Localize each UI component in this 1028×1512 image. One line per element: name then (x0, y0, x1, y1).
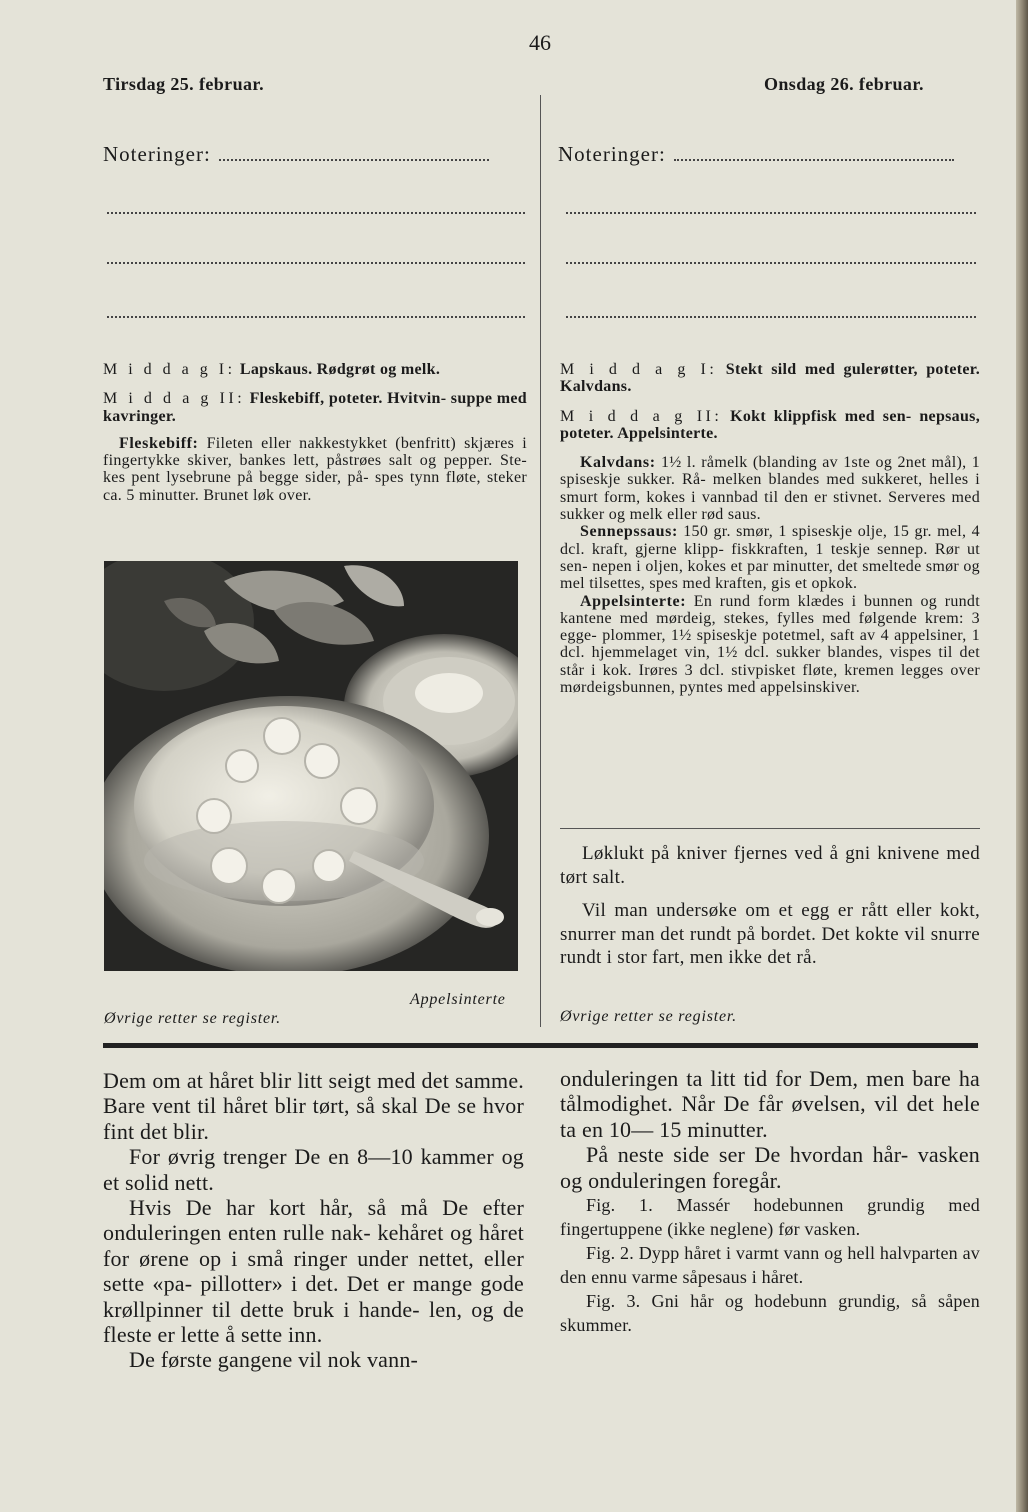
left-middag1-text: Lapskaus. Rødgrøt og melk. (239, 361, 441, 378)
right-recipes (560, 361, 980, 696)
right-footer: Øvrige retter se register. (560, 1008, 737, 1025)
page-edge (1016, 0, 1028, 1512)
page-number: 46 (529, 30, 551, 55)
right-notes (558, 142, 954, 167)
section-rule (103, 1043, 978, 1048)
column-divider (540, 95, 541, 1027)
right-notes-dots (674, 145, 954, 161)
sennepssaus-label: Sennepssaus: (580, 523, 678, 541)
sennepssaus-text: 150 gr. smør, 1 spiseskje olje, 15 gr. mel, 4 dcl. kraft, gjerne klipp- fiskkraften, 1 teskje sennep. Rør ut sen- nepen i oljen, kokes et par minutter, det smeltede smør og mel tilsettes, spes med kraften, gis et opkok. (560, 523, 980, 593)
left-middag1-label: M i d d a g I: (103, 361, 236, 378)
appelsinterte-label: Appelsinterte: (580, 592, 687, 610)
bottom-right-fig-2: Fig. 2. Dypp håret i varmt vann og hell halvparten av den ennu varme såpesaus i håret. (560, 1243, 980, 1288)
bottom-left-para-3: Hvis De har kort hår, så må De efter onduleringen enten rulle nak- kehåret og håret for ørene op i små ringer under nettet, eller sette «pa- pillotter» i det. Det er mange gode krøllpinner til dette bruk i hande- len, og de fleste er lette å sette inn. (103, 1195, 524, 1348)
right-notes-line-2 (566, 262, 976, 264)
kalvdans-text: 1½ l. råmelk (blanding av 1ste og 2net mål), 1 spiseskje sukker. Rå- melken blandes med sukkeret, helles i smurt form, kokes i vannbad til den er stivnet. Serveres med sukker og melk eller rød saus. (560, 454, 980, 524)
right-middag1-text: Stekt sild med gulerøtter, poteter. Kalvdans. (560, 361, 981, 396)
appelsinterte-text: En rund form klædes i bunnen og rundt kantene med mørdeig, stekes, fylles med følgende krem: 3 egge- plommer, 1½ spiseskje potetmel, saft av 4 appelsiner, 1 dcl. hjemmelaget vin, 1½ dcl. sukker blandes, vispes til det står i kok. Irøres 3 dcl. stivpisket fløte, kremen legges over mørdeigsbunnen, pyntes med appelsinskiver. (560, 592, 980, 697)
left-notes-line-1 (107, 212, 525, 214)
appelsinterte-photo (104, 561, 518, 971)
left-footer: Øvrige retter se register. (104, 1010, 281, 1027)
right-day-heading: Onsdag 26. februar. (764, 74, 924, 94)
right-middag2-text: Kokt klippfisk med sen- nepsaus, poteter. Appelsinterte. (560, 407, 981, 442)
fleskebiff-label: Fleskebiff: (119, 434, 199, 452)
left-middag2-text: Fleskebiff, poteter. Hvitvin- suppe med kavringer. (103, 390, 527, 425)
left-notes-dots (219, 145, 489, 161)
tip-onion-smell: Løklukt på kniver fjernes ved å gni knivene med tørt salt. (560, 843, 980, 888)
right-notes-label: Noteringer: (558, 142, 666, 166)
photo-illustration (104, 561, 518, 971)
bottom-right-column (560, 1066, 980, 1337)
right-notes-line-3 (566, 316, 976, 318)
left-recipes (103, 361, 527, 504)
left-notes (103, 142, 489, 167)
left-notes-line-3 (107, 316, 525, 318)
right-middag1-label: M i d d a g I: (560, 361, 718, 378)
left-middag2-label: M i d d a g II: (103, 390, 246, 408)
left-notes-line-2 (107, 262, 525, 264)
photo-caption: Appelsinterte (410, 991, 506, 1008)
bottom-right-fig-3: Fig. 3. Gni hår og hodebunn grundig, så såpen skummer. (560, 1291, 980, 1336)
bottom-left-para-2: For øvrig trenger De en 8—10 kammer og et solid nett. (103, 1144, 524, 1195)
bottom-left-para-1: Dem om at håret blir litt seigt med det samme. Bare vent til håret blir tørt, så skal De se hvor fint det blir. (103, 1068, 524, 1144)
right-tips (560, 842, 980, 980)
fleskebiff-text: Fileten eller nakkestykket (benfritt) skjæres i fingertykke skiver, bankes lett, påstrøes salt og pepper. Ste- kes pent lysebrune på begge sider, på- spes tynn fløte, steker ca. 5 minutter. Brunet løk over. (103, 434, 527, 504)
right-notes-line-1 (566, 212, 976, 214)
bottom-right-fig-1: Fig. 1. Massér hodebunnen grundig med fingertuppene (ikke neglene) før vasken. (560, 1195, 980, 1240)
left-day-heading: Tirsdag 25. februar. (103, 74, 265, 94)
right-middag2-label: M i d d a g II: (560, 407, 723, 425)
bottom-right-para-2: På neste side ser De hvordan hår- vasken og onduleringen foregår. (560, 1142, 980, 1193)
right-separator (560, 828, 980, 829)
bottom-left-column (103, 1068, 524, 1373)
bottom-right-para-1: onduleringen ta litt tid for Dem, men bare ha tålmodighet. Når De får øvelsen, vil det hele ta en 10— 15 minutter. (560, 1066, 980, 1142)
left-notes-label: Noteringer: (103, 142, 211, 166)
bottom-left-para-4: De første gangene vil nok vann- (129, 1347, 419, 1373)
tip-egg-test: Vil man undersøke om et egg er rått eller kokt, snurrer man det rundt på bordet. Det kokte vil snurre rundt i stor fart, men ikke det rå. (560, 900, 980, 968)
kalvdans-label: Kalvdans: (580, 454, 656, 472)
